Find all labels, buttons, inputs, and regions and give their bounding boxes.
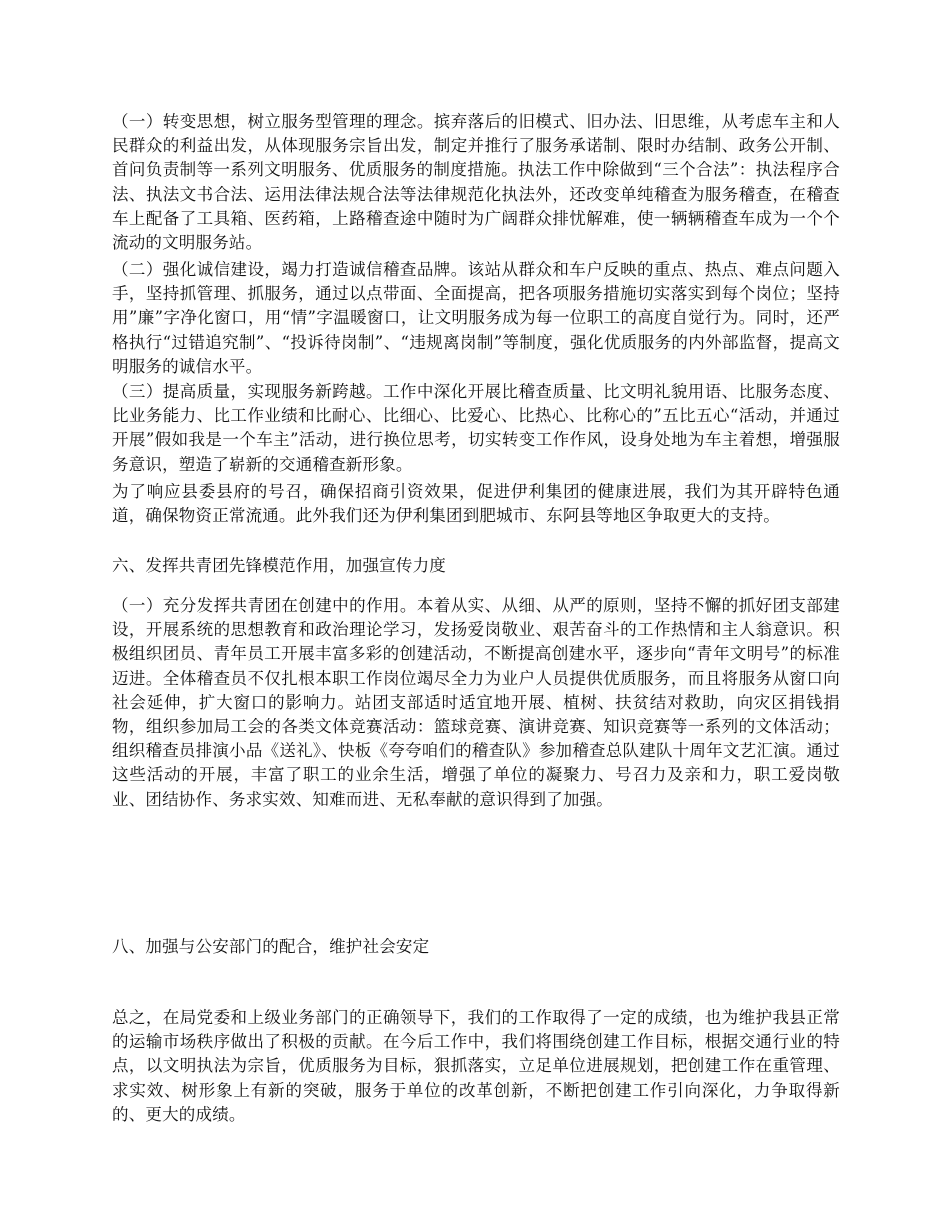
paragraph-yili-support: 为了响应县委县府的号召，确保招商引资效果，促进伊利集团的健康进展，我们为其开辟特色通道，确保物资正常流通。此外我们还为伊利集团到肥城市、东阿县等地区争取更大的支持。 [112, 482, 840, 526]
paragraph-integrity-building: （二）强化诚信建设，竭力打造诚信稽查品牌。该站从群众和车户反映的重点、热点、难点问题入手，坚持抓管理、抓服务，通过以点带面、全面提高，把各项服务措施切实落实到每个岗位；坚持用”廉”字净化窗口，用“情”字温暖窗口，让文明服务成为每一位职工的高度自觉行为。同时，还严格执行“过错追究制”、“投诉待岗制”、“违规离岗制”等制度，强化优质服务的内外部监督，提高文明服务的诚信水平。 [112, 260, 840, 376]
paragraph-youth-league: （一）充分发挥共青团在创建中的作用。本着从实、从细、从严的原则，坚持不懈的抓好团支部建设，开展系统的思想教育和政治理论学习，发扬爱岗敬业、艰苦奋斗的工作热情和主人翁意识。积极组织团员、青年员工开展丰富多彩的创建活动，不断提高创建水平，逐步向“青年文明号”的标准迈进。全体稽查员不仅扎根本职工作岗位竭尽全力为业户人员提供优质服务，而且将服务从窗口向社会延伸，扩大窗口的影响力。站团支部适时适宜地开展、植树、扶贫结对救助，向灾区捐钱捐物，组织参加局工会的各类文体竞赛活动：篮球竞赛、演讲竞赛、知识竞赛等一系列的文体活动；组织稽查员排演小品《送礼》、快板《夸夸咱们的稽查队》参加稽查总队建队十周年文艺汇演。通过这些活动的开展，丰富了职工的业余生活，增强了单位的凝聚力、号召力及亲和力，职工爱岗敬业、团结协作、务求实效、知难而进、无私奉献的意识得到了加强。 [112, 596, 840, 809]
section-heading-eight: 八、加强与公安部门的配合，维护社会安定 [112, 937, 430, 956]
paragraph-transform-thinking: （一）转变思想，树立服务型管理的理念。摈弃落后的旧模式、旧办法、旧思维，从考虑车主和人民群众的利益出发，从体现服务宗旨出发，制定并推行了服务承诺制、限时办结制、政务公开制、首问负责制等一系列文明服务、优质服务的制度措施。执法工作中除做到“三个合法”：执法程序合法、执法文书合法、运用法律法规合法等法律规范化执法外，还改变单纯稽查为服务稽查，在稽查车上配备了工具箱、医药箱，上路稽查途中随时为广阔群众排忧解难，使一辆辆稽查车成为一个个流动的文明服务站。 [112, 112, 840, 253]
paragraph-improve-quality: （三）提高质量，实现服务新跨越。工作中深化开展比稽查质量、比文明礼貌用语、比服务态度、比业务能力、比工作业绩和比耐心、比细心、比爱心、比热心、比称心的”五比五心“活动，并通过开展”假如我是一个车主”活动，进行换位思考，切实转变工作作风，设身处地为车主着想，增强服务意识，塑造了崭新的交通稽查新形象。 [112, 382, 840, 474]
paragraph-conclusion: 总之，在局党委和上级业务部门的正确领导下，我们的工作取得了一定的成绩，也为维护我县正常的运输市场秩序做出了积极的贡献。在今后工作中，我们将围绕创建工作目标，根据交通行业的特点，以文明执法为宗旨，优质服务为目标，狠抓落实，立足单位进展规划，把创建工作在重管理、求实效、树形象上有新的突破，服务于单位的改革创新，不断把创建工作引向深化，力争取得新的、更大的成绩。 [112, 1008, 840, 1124]
section-heading-six: 六、发挥共青团先锋模范作用，加强宣传力度 [112, 556, 446, 575]
